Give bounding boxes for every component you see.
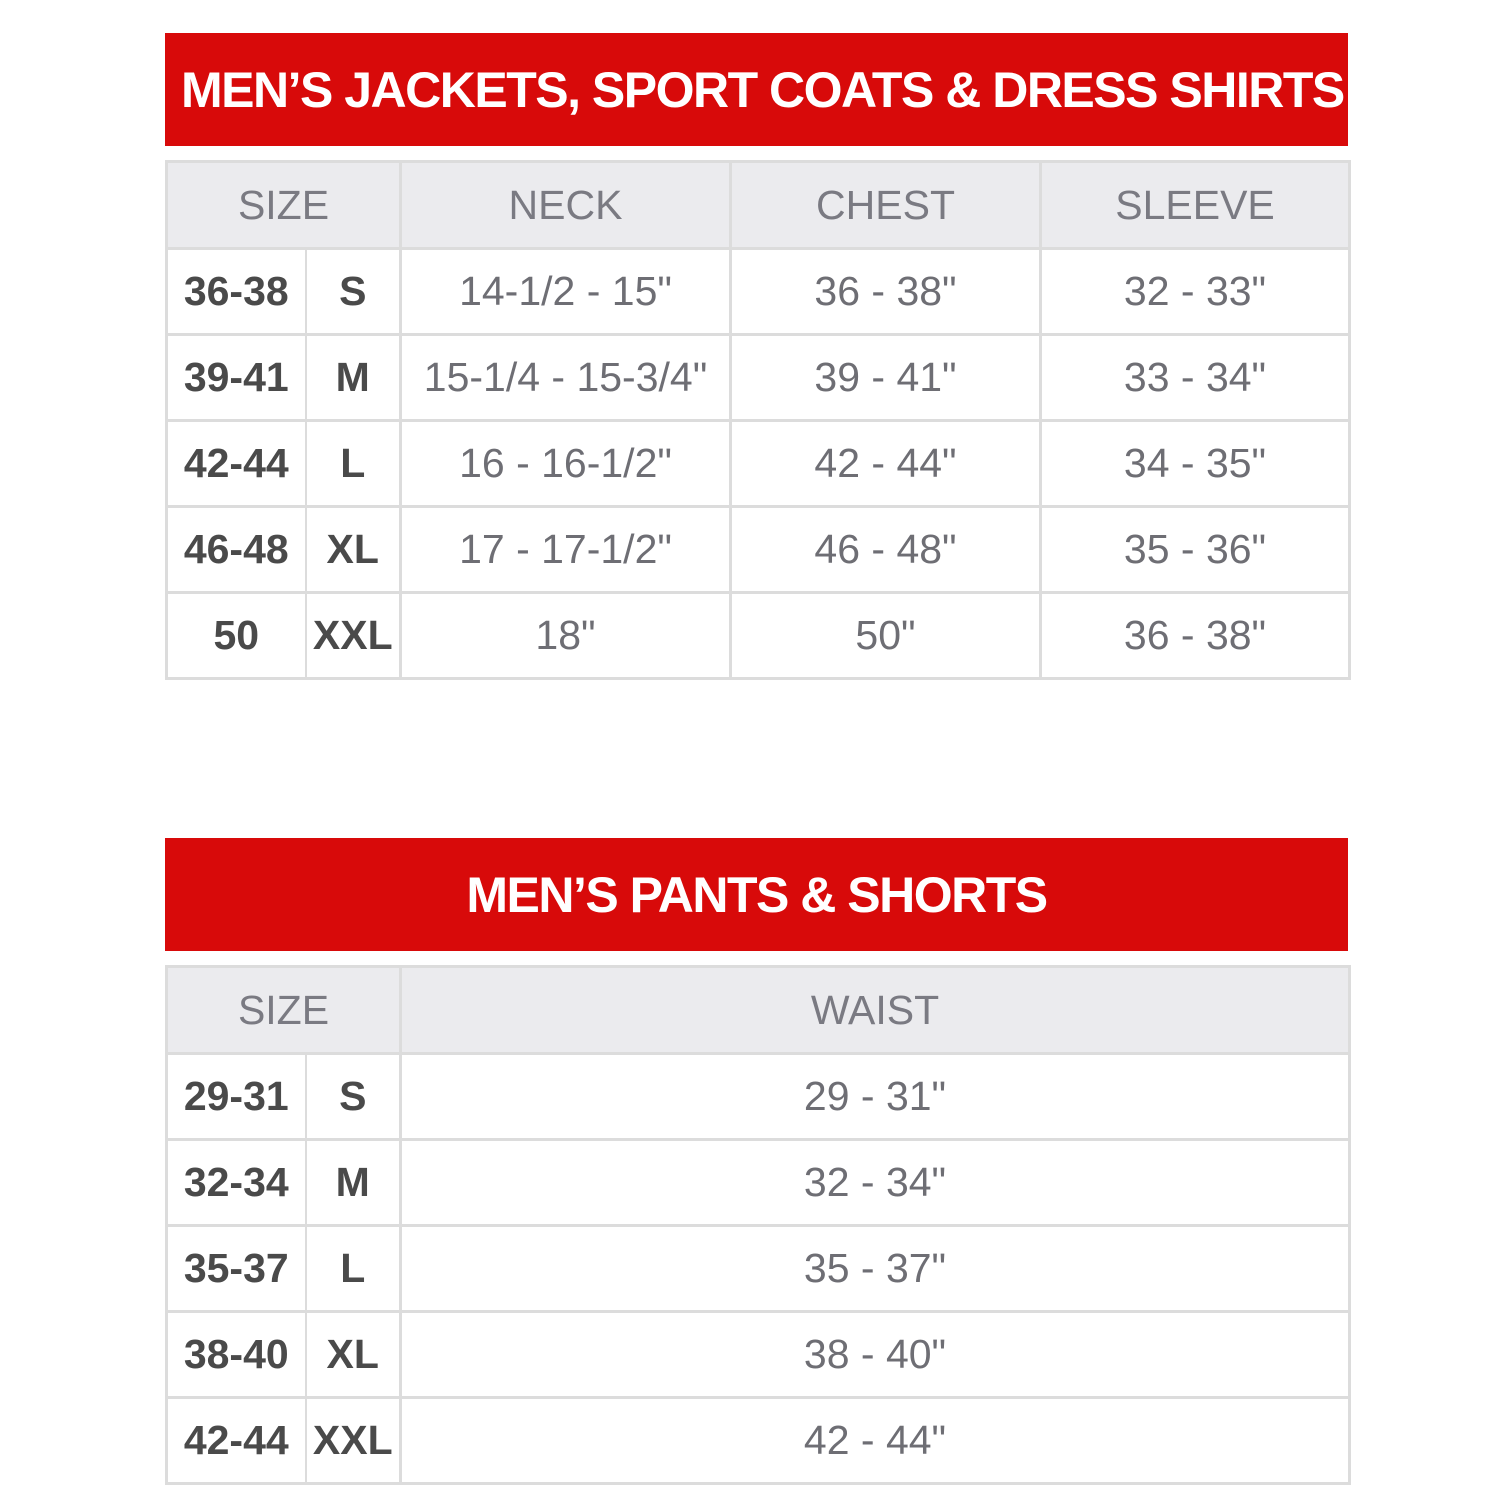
jackets-size-table	[165, 160, 1351, 680]
size-number: 50	[167, 593, 306, 679]
size-number: 38-40	[167, 1312, 306, 1398]
waist-value: 38 - 40"	[401, 1312, 1350, 1398]
neck-value: 16 - 16-1/2"	[401, 421, 731, 507]
size-letter: XXL	[306, 593, 401, 679]
header-waist: WAIST	[401, 967, 1350, 1054]
neck-value: 15-1/4 - 15-3/4"	[401, 335, 731, 421]
size-number: 35-37	[167, 1226, 306, 1312]
waist-value: 29 - 31"	[401, 1054, 1350, 1140]
jackets-size-chart	[165, 33, 1348, 680]
chest-value: 39 - 41"	[731, 335, 1041, 421]
table-row	[167, 249, 1350, 335]
size-letter: S	[306, 249, 401, 335]
sleeve-value: 32 - 33"	[1041, 249, 1350, 335]
chest-value: 50"	[731, 593, 1041, 679]
size-number: 36-38	[167, 249, 306, 335]
waist-value: 32 - 34"	[401, 1140, 1350, 1226]
waist-value: 42 - 44"	[401, 1398, 1350, 1484]
neck-value: 14-1/2 - 15"	[401, 249, 731, 335]
size-letter: L	[306, 421, 401, 507]
sleeve-value: 34 - 35"	[1041, 421, 1350, 507]
size-number: 42-44	[167, 1398, 306, 1484]
jackets-chart-title: MEN’S JACKETS, SPORT COATS & DRESS SHIRTS	[165, 33, 1348, 146]
size-letter: XL	[306, 507, 401, 593]
header-sleeve: SLEEVE	[1041, 162, 1350, 249]
size-letter: XL	[306, 1312, 401, 1398]
table-row	[167, 507, 1350, 593]
pants-chart-title: MEN’S PANTS & SHORTS	[165, 838, 1348, 951]
size-letter: S	[306, 1054, 401, 1140]
table-row	[167, 593, 1350, 679]
sleeve-value: 33 - 34"	[1041, 335, 1350, 421]
header-chest: CHEST	[731, 162, 1041, 249]
pants-size-table	[165, 965, 1351, 1485]
size-number: 32-34	[167, 1140, 306, 1226]
table-row	[167, 1398, 1350, 1484]
neck-value: 17 - 17-1/2"	[401, 507, 731, 593]
table-header-row	[167, 162, 1350, 249]
size-number: 39-41	[167, 335, 306, 421]
sleeve-value: 36 - 38"	[1041, 593, 1350, 679]
table-row	[167, 1312, 1350, 1398]
waist-value: 35 - 37"	[401, 1226, 1350, 1312]
table-header-row	[167, 967, 1350, 1054]
header-size: SIZE	[167, 162, 401, 249]
size-number: 29-31	[167, 1054, 306, 1140]
header-size: SIZE	[167, 967, 401, 1054]
chest-value: 46 - 48"	[731, 507, 1041, 593]
chest-value: 36 - 38"	[731, 249, 1041, 335]
pants-size-chart	[165, 838, 1348, 1485]
size-letter: M	[306, 335, 401, 421]
size-letter: L	[306, 1226, 401, 1312]
size-number: 46-48	[167, 507, 306, 593]
table-row	[167, 1226, 1350, 1312]
chest-value: 42 - 44"	[731, 421, 1041, 507]
size-letter: XXL	[306, 1398, 401, 1484]
table-row	[167, 421, 1350, 507]
sleeve-value: 35 - 36"	[1041, 507, 1350, 593]
neck-value: 18"	[401, 593, 731, 679]
size-number: 42-44	[167, 421, 306, 507]
size-letter: M	[306, 1140, 401, 1226]
table-row	[167, 1054, 1350, 1140]
header-neck: NECK	[401, 162, 731, 249]
table-row	[167, 335, 1350, 421]
table-row	[167, 1140, 1350, 1226]
